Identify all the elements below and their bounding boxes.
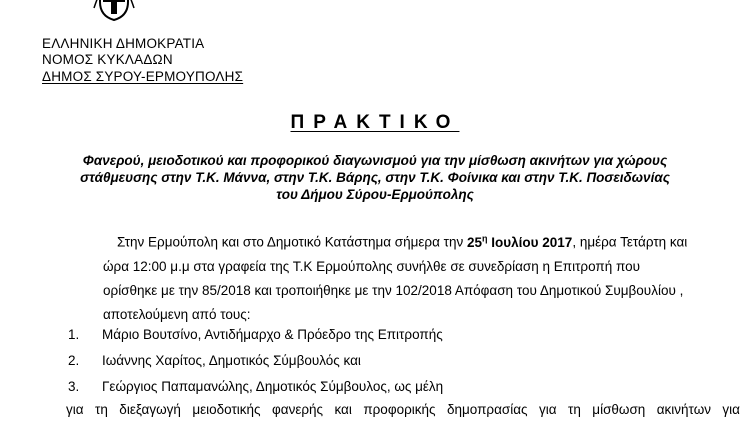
coat-of-arms-emblem — [92, 0, 136, 22]
intro-text: Στην Ερμούπολη και στο Δημοτικό Κατάστημα σήμερα την — [117, 234, 468, 250]
subtitle-line-3: του Δήμου Σύρου-Ερμούπολης — [276, 187, 474, 202]
list-item-text: Γεώργιος Παπαμανώλης, Δημοτικός Σύμβουλος, ως μέλη — [102, 379, 444, 394]
meeting-day: 25 — [467, 234, 483, 250]
subtitle-line-1: Φανερού, μειοδοτικού και προφορικού διαγωνισμού για την μίσθωση ακινήτων για χώρους — [82, 153, 668, 168]
list-item — [68, 322, 443, 348]
list-item — [68, 348, 443, 374]
meeting-weekday: , ημέρα Τετάρτη και — [572, 234, 688, 250]
intro-line-1 — [103, 226, 723, 255]
header-municipality: ΔΗΜΟΣ ΣΥΡΟΥ-ΕΡΜΟΥΠΟΛΗΣ — [42, 69, 244, 84]
document-title — [0, 112, 750, 134]
intro-line-4: αποτελούμενη από τους: — [103, 306, 251, 322]
list-item-text: Μάριο Βουτσίνο, Αντιδήμαρχο & Πρόεδρο της Επιτροπής — [102, 327, 443, 342]
header-republic: ΕΛΛΗΝΙΚΗ ΔΗΜΟΚΡΑΤΙΑ — [42, 36, 205, 51]
intro-line-3: ορίσθηκε με την 85/2018 και τροποιήθηκε με την 102/2018 Απόφαση του Δημοτικού Συμβουλίου , — [103, 282, 684, 298]
meeting-date — [467, 235, 572, 250]
purpose-paragraph: για τη διεξαγωγή μειοδοτικής φανερής και προφορικής δημοπρασίας για τη μίσθωση ακινήτων για — [66, 402, 740, 417]
meeting-month-year: Ιουλίου 2017 — [487, 234, 573, 250]
intro-line-2: ώρα 12:00 μ.μ στα γραφεία της Τ.Κ Ερμούπολης συνήλθε σε συνεδρίαση η Επιτροπή που — [103, 258, 640, 274]
document-title-text: ΠΡΑΚΤΙΚΟ — [290, 112, 460, 133]
list-item-number: 1. — [68, 327, 80, 342]
list-item-text: Ιωάννης Χαρίτος, Δημοτικός Σύμβουλός και — [102, 353, 361, 368]
intro-paragraph — [103, 226, 723, 327]
list-item — [68, 374, 443, 400]
subtitle-line-2: στάθμευσης στην Τ.Κ. Μάννα, στην Τ.Κ. Βάρης, στην Τ.Κ. Φοίνικα και στην Τ.Κ. Ποσειδωνίας — [80, 170, 670, 185]
committee-members-list — [68, 322, 443, 400]
meeting-day-suffix: η — [482, 233, 488, 243]
document-subtitle — [40, 152, 710, 203]
header-prefecture: ΝΟΜΟΣ ΚΥΚΛΑΔΩΝ — [42, 52, 173, 67]
list-item-number: 2. — [68, 353, 80, 368]
list-item-number: 3. — [68, 379, 80, 394]
